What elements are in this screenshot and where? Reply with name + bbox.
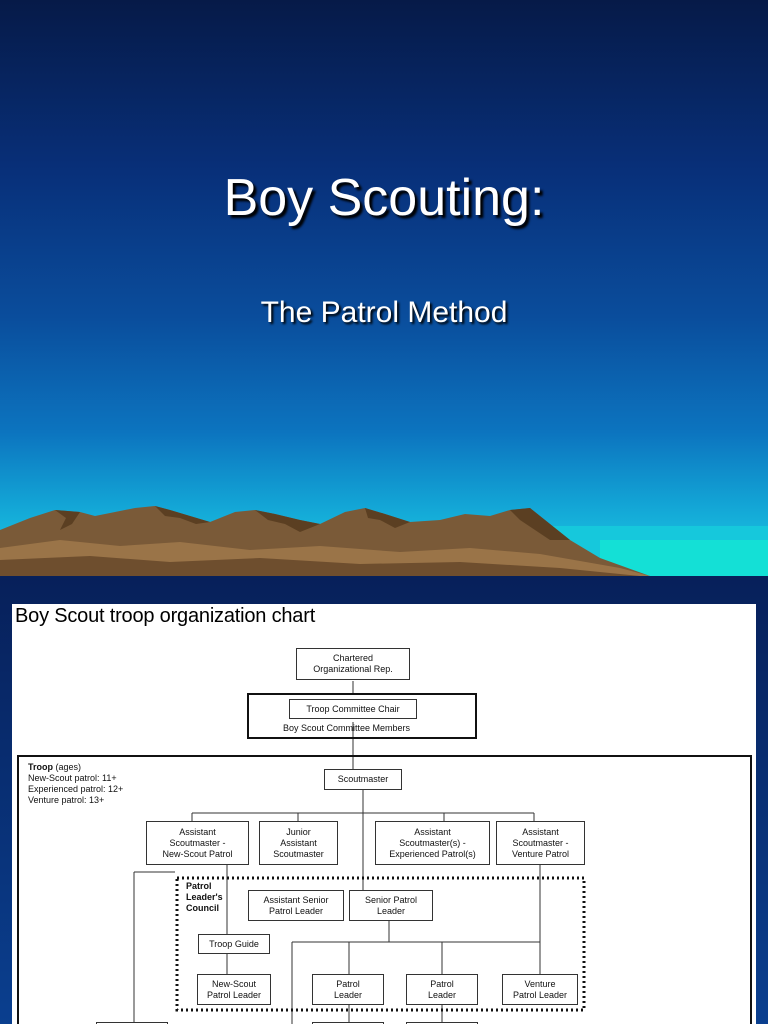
asm-experienced-box: Assistant Scoutmaster(s) - Experienced Patrol(s): [375, 821, 490, 865]
chart-title: Boy Scout troop organization chart: [15, 605, 316, 627]
chartered-rep-box: Chartered Organizational Rep.: [296, 648, 410, 680]
troop-ages-legend: Troop (ages) New-Scout patrol: 11+ Experienced patrol: 12+ Venture patrol: 13+: [28, 762, 124, 805]
patrol-leader-box-1: Patrol Leader: [312, 974, 384, 1005]
org-chart: [12, 604, 756, 1024]
asst-spl-box: Assistant Senior Patrol Leader: [248, 890, 344, 921]
troop-guide-box: Troop Guide: [198, 934, 270, 954]
slide-title: Boy Scouting:: [223, 169, 545, 227]
plc-label: Patrol Leader's Council: [186, 881, 223, 913]
committee-chair-box: Troop Committee Chair: [289, 699, 417, 719]
spl-box: Senior Patrol Leader: [349, 890, 433, 921]
slide-subtitle: The Patrol Method: [260, 296, 508, 329]
mountain-range-illustration: [0, 490, 768, 576]
scoutmaster-box: Scoutmaster: [324, 769, 402, 790]
junior-asm-box: Junior Assistant Scoutmaster: [259, 821, 338, 865]
asm-new-scout-box: Assistant Scoutmaster - New-Scout Patrol: [146, 821, 249, 865]
org-chart-slide: [0, 576, 768, 1024]
committee-members-label: Boy Scout Committee Members: [283, 723, 411, 733]
patrol-leader-box-2: Patrol Leader: [406, 974, 478, 1005]
new-scout-pl-box: New-Scout Patrol Leader: [197, 974, 271, 1005]
venture-pl-box: Venture Patrol Leader: [502, 974, 578, 1005]
asm-venture-box: Assistant Scoutmaster - Venture Patrol: [496, 821, 585, 865]
